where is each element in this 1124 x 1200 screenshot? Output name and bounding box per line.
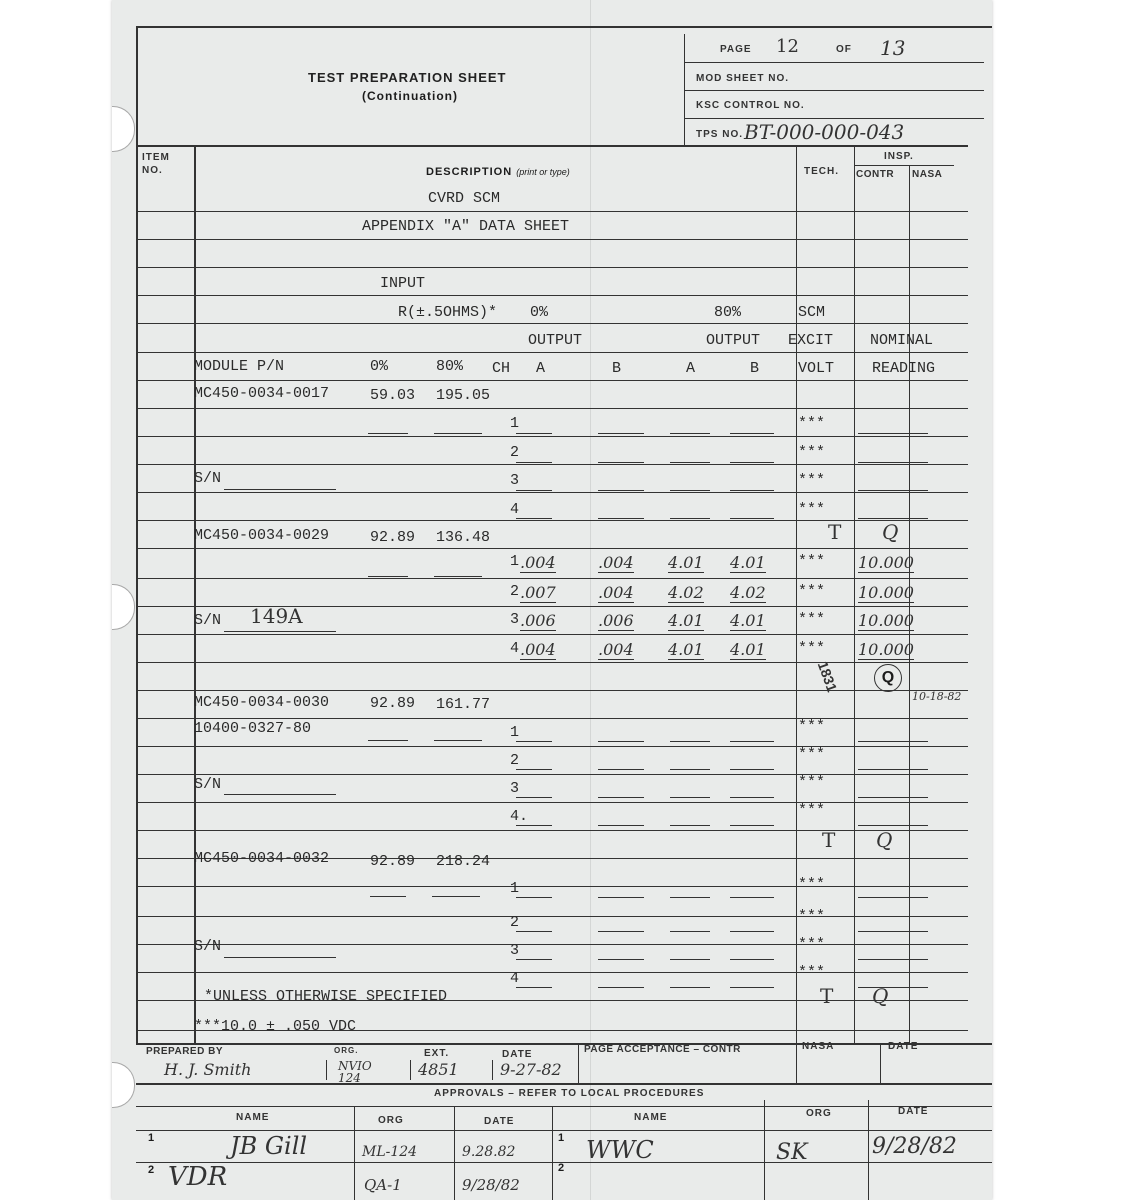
module-1-r0: 59.03: [370, 387, 416, 404]
sheet-subtitle: (Continuation): [362, 89, 458, 103]
approvals-org-label-right: ORG: [806, 1108, 832, 1119]
item-no-header: ITEM NO.: [142, 152, 170, 176]
prepared-org-label: ORG.: [334, 1046, 359, 1055]
prepared-org-value: NVIO 124: [338, 1059, 372, 1085]
prepared-ext-value: 4851: [418, 1060, 459, 1079]
description-header: DESCRIPTION (print or type): [426, 166, 570, 178]
module-1-blank-line: [516, 518, 552, 519]
module-4-blank-line: [670, 897, 710, 898]
module-3-blank-line: [516, 825, 552, 826]
tps-number: BT-000-000-043: [744, 120, 905, 144]
scm-label: SCM: [798, 304, 826, 321]
page-label: PAGE: [720, 44, 752, 55]
ruled-line: [136, 916, 968, 917]
input-label: INPUT: [380, 275, 426, 292]
approval-row-2-left-date: 9/28/82: [462, 1176, 520, 1194]
ruled-line: [136, 830, 968, 831]
approvals-name-label-right: NAME: [634, 1112, 668, 1123]
input-zero-pct-label: 0%: [370, 358, 389, 375]
module-3-ch1: 1: [510, 724, 520, 741]
module-4-blank-line: [730, 987, 774, 988]
ruled-line: [136, 295, 968, 296]
col-a-label-1: A: [536, 360, 546, 377]
module-3-blank-line: [598, 797, 644, 798]
module-4-r0: 92.89: [370, 853, 416, 870]
module-4-blank-line: [670, 931, 710, 932]
module-1-ch4: 4: [510, 501, 520, 518]
ruled-line: [136, 211, 968, 212]
description-line-2: APPENDIX "A" DATA SHEET: [362, 218, 570, 235]
module-1-excit-3: ***: [798, 472, 826, 489]
column-header-line: [136, 145, 968, 147]
module-2-output-b-zero: .004: [598, 583, 634, 602]
module-3-blank-line: [730, 797, 774, 798]
module-2-output-a-eighty: 4.02: [668, 583, 704, 602]
prepared-top-line: [136, 1043, 992, 1045]
ruled-line: [136, 886, 968, 887]
module-1-blank-line: [730, 433, 774, 434]
description-line-1: CVRD SCM: [428, 190, 501, 207]
qa-stamp: Q: [874, 664, 902, 692]
module-2-output-a-zero: .006: [520, 611, 556, 630]
module-2-excit: ***: [798, 640, 826, 657]
module-3-r0: 92.89: [370, 695, 416, 712]
reading-label: READING: [872, 360, 936, 377]
module-4-blank-line: [598, 959, 644, 960]
tech-column-divider: [796, 145, 797, 1043]
ruled-line: [136, 548, 968, 549]
module-2-excit: ***: [798, 553, 826, 570]
ruled-line: [136, 944, 968, 945]
module-3-blank-line: [516, 797, 552, 798]
approvals-org-label-left: ORG: [378, 1115, 404, 1126]
ch-label: CH: [492, 360, 511, 377]
module-2-output-b-eighty: 4.01: [730, 611, 766, 630]
acceptance-date-label: DATE: [888, 1041, 919, 1052]
ruled-line: [136, 774, 968, 775]
module-3-pn: MC450-0034-0030: [194, 694, 330, 711]
module-3-ch2: 2: [510, 752, 520, 769]
module-3-blank-line: [858, 741, 928, 742]
stamp-date: 10-18-82: [912, 690, 962, 703]
module-1-blank-line: [858, 433, 928, 434]
module-3-blank-line: [670, 769, 710, 770]
module-4-blank-line: [730, 897, 774, 898]
module-4-blank-line: [516, 987, 552, 988]
module-2-output-a-zero: .007: [520, 583, 556, 602]
prepared-signature: H. J. Smith: [164, 1060, 252, 1079]
approval-row-1-right-org: SK: [776, 1140, 808, 1165]
ruled-line: [136, 323, 968, 324]
module-1-blank-line: [730, 518, 774, 519]
module-4-excit-3: ***: [798, 936, 826, 953]
item-column-divider: [194, 145, 196, 1043]
module-3-blank-line: [858, 825, 928, 826]
module-2-output-a-zero: .004: [520, 553, 556, 572]
ruled-line: [136, 408, 968, 409]
module-1-excit-4: ***: [798, 501, 826, 518]
module-2-output-b-zero: .006: [598, 611, 634, 630]
ruled-line: [136, 464, 968, 465]
module-4-blank-line: [730, 931, 774, 932]
col-b-label-1: B: [612, 360, 622, 377]
module-2-r80: 136.48: [436, 529, 491, 546]
module-1-blank-line: [730, 490, 774, 491]
module-3-blank-line: [730, 741, 774, 742]
form-left-border: [136, 26, 138, 1044]
final-tech-mark: T: [820, 984, 834, 1008]
prepared-ext-label: EXT.: [424, 1048, 450, 1059]
module-1-sn-label: S/N: [194, 470, 222, 487]
ruled-line: [136, 239, 968, 240]
module-3-qa-mark: Q: [876, 828, 893, 852]
ruled-line: [136, 972, 968, 973]
output-label-1: OUTPUT: [528, 332, 583, 349]
page-number: 12: [776, 36, 799, 57]
note-vdc: ***10.0 ± .050 VDC: [194, 1018, 357, 1035]
acceptance-nasa-label: NASA: [802, 1041, 835, 1052]
module-2-nominal-reading: 10.000: [858, 553, 914, 572]
module-2-channel: 3: [510, 611, 520, 628]
module-4-blank-line: [598, 987, 644, 988]
module-1-ch1: 1: [510, 415, 520, 432]
approval-row-2-left-org: QA-1: [364, 1176, 402, 1194]
module-1-ch3: 3: [510, 472, 520, 489]
resistance-label: R(±.5OHMS)*: [398, 304, 498, 321]
fold-line: [590, 0, 591, 1200]
page-acceptance-label: PAGE ACCEPTANCE – CONTR: [584, 1044, 741, 1055]
excit-label: EXCIT: [788, 332, 834, 349]
module-1-blank-line: [516, 433, 552, 434]
ruled-line: [136, 746, 968, 747]
module-4-blank-line: [730, 959, 774, 960]
document-sheet: [112, 0, 992, 1200]
ruled-line: [136, 267, 968, 268]
module-4-blank-line: [670, 987, 710, 988]
module-3-blank-line: [858, 797, 928, 798]
module-1-qa-mark: Q: [882, 520, 899, 544]
tech-header: TECH.: [804, 166, 839, 177]
module-2-r0: 92.89: [370, 529, 416, 546]
ruled-line: [136, 492, 968, 493]
module-4-ch1: 1: [510, 880, 520, 897]
module-1-excit-1: ***: [798, 415, 826, 432]
module-3-blank-line: [598, 741, 644, 742]
volt-label: VOLT: [798, 360, 835, 377]
tps-label: TPS NO.: [696, 129, 744, 140]
nasa-header: NASA: [912, 169, 943, 180]
approvals-name-label-left: NAME: [236, 1112, 270, 1123]
ruled-line: [136, 352, 968, 353]
module-1-blank-line: [670, 433, 710, 434]
module-4-excit-4: ***: [798, 964, 826, 981]
approval-row-1-left-date: 9.28.82: [462, 1144, 516, 1160]
module-4-blank-line: [516, 897, 552, 898]
of-label: OF: [836, 44, 852, 55]
approval-row-2-num: 2: [148, 1164, 155, 1176]
module-3-blank-line: [858, 769, 928, 770]
ruled-line: [136, 634, 968, 635]
module-3-tech-mark: T: [822, 828, 836, 852]
module-4-excit-1: ***: [798, 876, 826, 893]
prepared-date-label: DATE: [502, 1049, 533, 1060]
prepared-by-label: PREPARED BY: [146, 1046, 223, 1057]
contr-header: CONTR: [856, 169, 895, 180]
module-2-excit: ***: [798, 583, 826, 600]
ruled-line: [136, 436, 968, 437]
module-2-output-a-eighty: 4.01: [668, 640, 704, 659]
approval-row-1-right-name: WWC: [586, 1136, 654, 1164]
module-3-excit-3: ***: [798, 774, 826, 791]
module-1-blank-line: [858, 462, 928, 463]
module-3-blank-line: [516, 741, 552, 742]
module-1-blank-line: [598, 433, 644, 434]
col-b-label-2: B: [750, 360, 760, 377]
output-label-2: OUTPUT: [706, 332, 761, 349]
module-1-blank-line: [670, 490, 710, 491]
module-2-output-a-eighty: 4.01: [668, 611, 704, 630]
module-4-sn-label: S/N: [194, 938, 222, 955]
module-4-excit-2: ***: [798, 908, 826, 925]
module-4-ch4: 4: [510, 970, 520, 987]
ruled-line: [136, 802, 968, 803]
module-3-blank-line: [598, 769, 644, 770]
module-2-output-b-eighty: 4.02: [730, 583, 766, 602]
module-1-blank-line: [598, 462, 644, 463]
module-2-output-a-eighty: 4.01: [668, 553, 704, 572]
contr-column-divider: [854, 145, 855, 1043]
ruled-line: [136, 380, 968, 381]
module-2-nominal-reading: 10.000: [858, 640, 914, 659]
approval-row-1-left-name: JB Gill: [230, 1132, 308, 1160]
module-1-blank-line: [730, 462, 774, 463]
ruled-line: [136, 662, 968, 663]
module-2-output-b-eighty: 4.01: [730, 640, 766, 659]
module-3-blank-line: [516, 769, 552, 770]
module-2-output-b-zero: .004: [598, 553, 634, 572]
approvals-heading: APPROVALS – REFER TO LOCAL PROCEDURES: [434, 1088, 705, 1099]
module-3-ch4: 4.: [510, 808, 529, 825]
mod-sheet-label: MOD SHEET NO.: [696, 73, 790, 84]
module-4-r80: 218.24: [436, 853, 491, 870]
module-3-r80: 161.77: [436, 696, 491, 713]
module-3-excit-4: ***: [798, 802, 826, 819]
module-2-channel: 2: [510, 583, 520, 600]
module-1-blank-line: [670, 518, 710, 519]
module-2-sn-value: 149A: [250, 604, 303, 628]
module-2-sn-label: S/N: [194, 612, 222, 629]
ruled-line: [136, 690, 968, 691]
module-4-blank-line: [670, 959, 710, 960]
module-3-ch3: 3: [510, 780, 520, 797]
module-4-ch2: 2: [510, 914, 520, 931]
module-2-nominal-reading: 10.000: [858, 583, 914, 602]
nasa-column-divider: [909, 165, 910, 1043]
module-2-output-a-zero: .004: [520, 640, 556, 659]
module-4-blank-line: [858, 959, 928, 960]
output-eighty-pct-label: 80%: [714, 304, 742, 321]
col-a-label-2: A: [686, 360, 696, 377]
module-4-blank-line: [598, 897, 644, 898]
insp-header: INSP.: [884, 151, 914, 162]
module-1-blank-line: [598, 490, 644, 491]
module-1-ch2: 2: [510, 444, 520, 461]
module-4-blank-line: [516, 931, 552, 932]
module-4-blank-line: [858, 931, 928, 932]
module-3-blank-line: [598, 825, 644, 826]
sheet-title: TEST PREPARATION SHEET: [308, 70, 507, 85]
module-3-blank-line: [670, 797, 710, 798]
module-1-blank-line: [670, 462, 710, 463]
module-4-blank-line: [598, 931, 644, 932]
approval-row-1-right-date: 9/28/82: [872, 1134, 957, 1159]
ruled-line: [136, 520, 968, 521]
module-3-sn-label: S/N: [194, 776, 222, 793]
page-total: 13: [880, 36, 906, 60]
module-pn-label: MODULE P/N: [194, 358, 285, 375]
module-1-blank-line: [858, 518, 928, 519]
module-1-blank-line: [598, 518, 644, 519]
approval-row-2-num-right: 2: [558, 1162, 565, 1174]
prepared-date-value: 9-27-82: [500, 1060, 562, 1079]
final-qa-mark: Q: [872, 984, 889, 1008]
module-1-blank-line: [516, 462, 552, 463]
module-1-excit-2: ***: [798, 444, 826, 461]
module-3-blank-line: [730, 769, 774, 770]
approval-row-1-left-org: ML-124: [362, 1144, 418, 1160]
module-4-blank-line: [858, 897, 928, 898]
module-2-excit: ***: [798, 611, 826, 628]
module-2-output-b-eighty: 4.01: [730, 553, 766, 572]
module-4-blank-line: [858, 987, 928, 988]
module-3-excit-2: ***: [798, 746, 826, 763]
module-3-alt-pn: 10400-0327-80: [194, 720, 312, 737]
module-4-blank-line: [516, 959, 552, 960]
module-1-tech-mark: T: [828, 520, 842, 544]
ruled-line: [136, 718, 968, 719]
module-2-channel: 1: [510, 553, 520, 570]
approvals-date-label-left: DATE: [484, 1116, 515, 1127]
approvals-date-label-right: DATE: [898, 1106, 929, 1117]
module-1-blank-line: [516, 490, 552, 491]
header-top-line: [136, 26, 992, 28]
nominal-label: NOMINAL: [870, 332, 934, 349]
ksc-control-label: KSC CONTROL NO.: [696, 100, 805, 111]
approval-row-2-left-name: VDR: [168, 1162, 228, 1192]
module-1-r80: 195.05: [436, 387, 491, 404]
module-3-blank-line: [730, 825, 774, 826]
approval-row-1-num-right: 1: [558, 1132, 565, 1144]
module-4-pn: MC450-0034-0032: [194, 850, 330, 867]
module-2-output-b-zero: .004: [598, 640, 634, 659]
module-3-blank-line: [670, 741, 710, 742]
module-2-channel: 4: [510, 640, 520, 657]
tech-stamp: 1831: [814, 659, 841, 694]
output-zero-pct-label: 0%: [530, 304, 549, 321]
module-3-excit-1: ***: [798, 718, 826, 735]
input-eighty-pct-label: 80%: [436, 358, 464, 375]
note-unless: *UNLESS OTHERWISE SPECIFIED: [204, 988, 448, 1005]
module-4-ch3: 3: [510, 942, 520, 959]
module-1-pn: MC450-0034-0017: [194, 385, 330, 402]
module-3-blank-line: [670, 825, 710, 826]
module-2-nominal-reading: 10.000: [858, 611, 914, 630]
ruled-line: [136, 578, 968, 579]
approval-row-1-num: 1: [148, 1132, 155, 1144]
module-2-pn: MC450-0034-0029: [194, 527, 330, 544]
module-1-blank-line: [858, 490, 928, 491]
